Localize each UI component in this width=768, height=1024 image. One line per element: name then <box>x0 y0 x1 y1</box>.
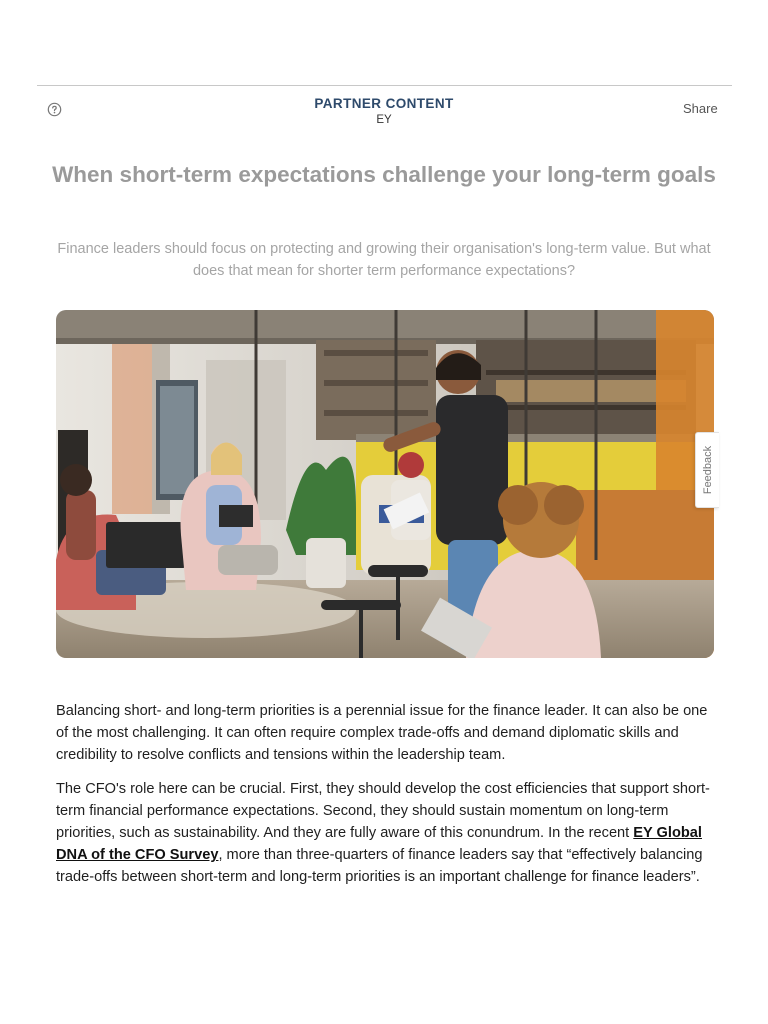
cfo-survey-link[interactable]: EY Global DNA of the CFO Survey <box>56 825 702 863</box>
feedback-tab[interactable] <box>695 432 719 508</box>
paragraph-2-text-after-link: , more than three-quarters of finance leaders say that “effectively balancing trade-offs between short-term and long-term priorities is an important challenge for finance leaders”. <box>56 847 703 885</box>
paragraph-2-text-before-link: The CFO's role here can be crucial. First, they should develop the cost efficiencies that support short-term financial performance expectations. Second, they should sustain momentum on long-term priorities, such as sustainability. And they are fully aware of this conundrum. In the recent <box>56 781 710 841</box>
article-paragraph-1: Balancing short- and long-term priorities is a perennial issue for the finance leader. It can also be one of the most challenging. It can often require complex trade-offs and demand diplomatic skills and credibility to resolve conflicts and tensions within the leadership team. <box>56 703 708 763</box>
feedback-label: Feedback <box>701 445 714 495</box>
sponsor-name: EY <box>376 114 392 126</box>
partner-content-header <box>0 96 768 128</box>
partner-content-label: PARTNER CONTENT <box>314 96 454 111</box>
share-button[interactable]: Share <box>683 101 718 116</box>
header-divider <box>37 85 732 86</box>
article-paragraph-2 <box>56 778 718 888</box>
article-body <box>56 700 718 900</box>
article-headline: When short-term expectations challenge your long-term goals <box>52 162 716 187</box>
article-standfirst: Finance leaders should focus on protecting and growing their organisation's long-term value. But what does that mean for shorter term performance expectations? <box>57 241 711 279</box>
hero-image <box>56 310 714 658</box>
